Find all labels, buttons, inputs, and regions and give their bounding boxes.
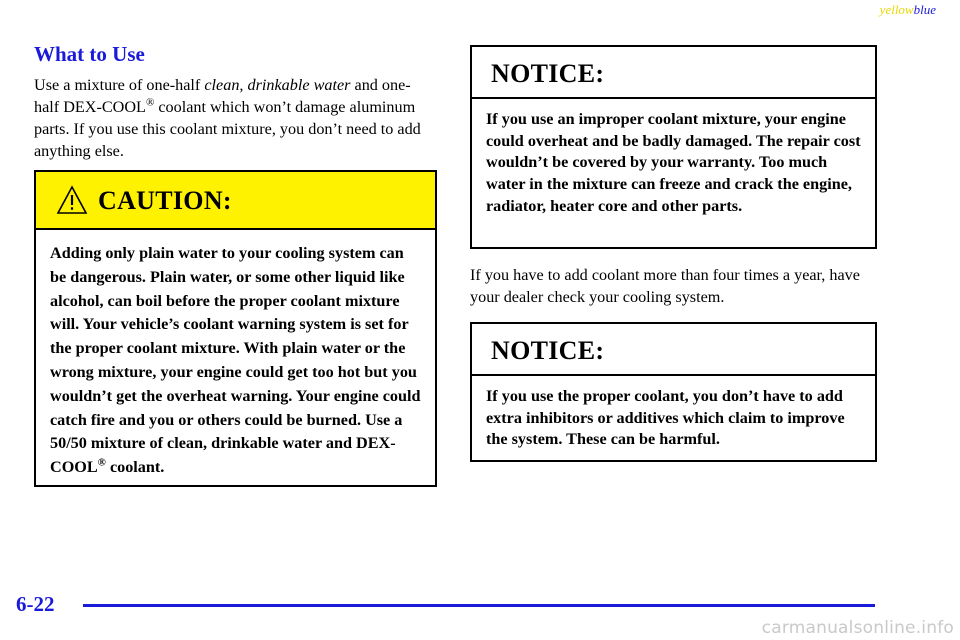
registered-mark: ®: [97, 456, 106, 469]
caution-text-2: coolant.: [105, 458, 165, 477]
section-title: What to Use: [34, 42, 145, 66]
caution-body: [36, 230, 435, 480]
intro-text-3: coolant which won’t damage aluminum parts. If you use this coolant mixture, you don’t need to add anything else.: [34, 98, 421, 160]
warning-triangle-icon: [56, 185, 88, 215]
notice-title-2: NOTICE:: [491, 336, 605, 365]
notice-body-1: If you use an improper coolant mixture, your engine could overheat and be badly damaged. The repair cost wouldn’t be covered by your warranty. Too much water in the mixture can freeze and crack the engine, radiator, heater core and other parts.: [486, 110, 861, 215]
intro-text-2: and one-half DEX-COOL: [34, 76, 411, 116]
notice-title-1: NOTICE:: [491, 59, 605, 88]
intro-text-1: Use a mixture of one-half: [34, 76, 205, 94]
notice-box-1: [470, 45, 877, 249]
intro-italic-text: clean, drinkable water: [204, 76, 351, 94]
add-coolant-paragraph: If you have to add coolant more than four times a year, have your dealer check your cooling system.: [470, 266, 860, 306]
footer-rule: [83, 604, 875, 607]
notice-header-1: [472, 47, 875, 99]
watermark: carmanualsonline.info: [761, 618, 954, 638]
color-tag-yellow: yellow: [879, 2, 914, 17]
caution-text-1: Adding only plain water to your cooling system can be dangerous. Plain water, or some other liquid like alcohol, can boil before the proper coolant mixture will. Your vehicle’s coolant warning system is set for the proper coolant mixture. With plain water or the wrong mixture, your engine could get too hot but you wouldn’t get the overheat warning. Your engine could catch fire and you or others could be burned. Use a 50/50 mixture of clean, drinkable water and DEX-COOL: [50, 244, 421, 477]
page-number: 6-22: [16, 592, 55, 616]
color-tag-blue: blue: [913, 2, 936, 17]
notice-body-2: If you use the proper coolant, you don’t have to add extra inhibitors or additives which claim to improve the system. These can be harmful.: [486, 387, 845, 449]
notice-header-2: [472, 324, 875, 376]
caution-header: [36, 172, 435, 230]
color-tag: [880, 2, 936, 18]
registered-mark: ®: [145, 96, 155, 109]
caution-title: CAUTION:: [98, 186, 232, 215]
notice-box-2: [470, 322, 877, 462]
intro-paragraph: [34, 74, 434, 162]
caution-box: [34, 170, 437, 487]
